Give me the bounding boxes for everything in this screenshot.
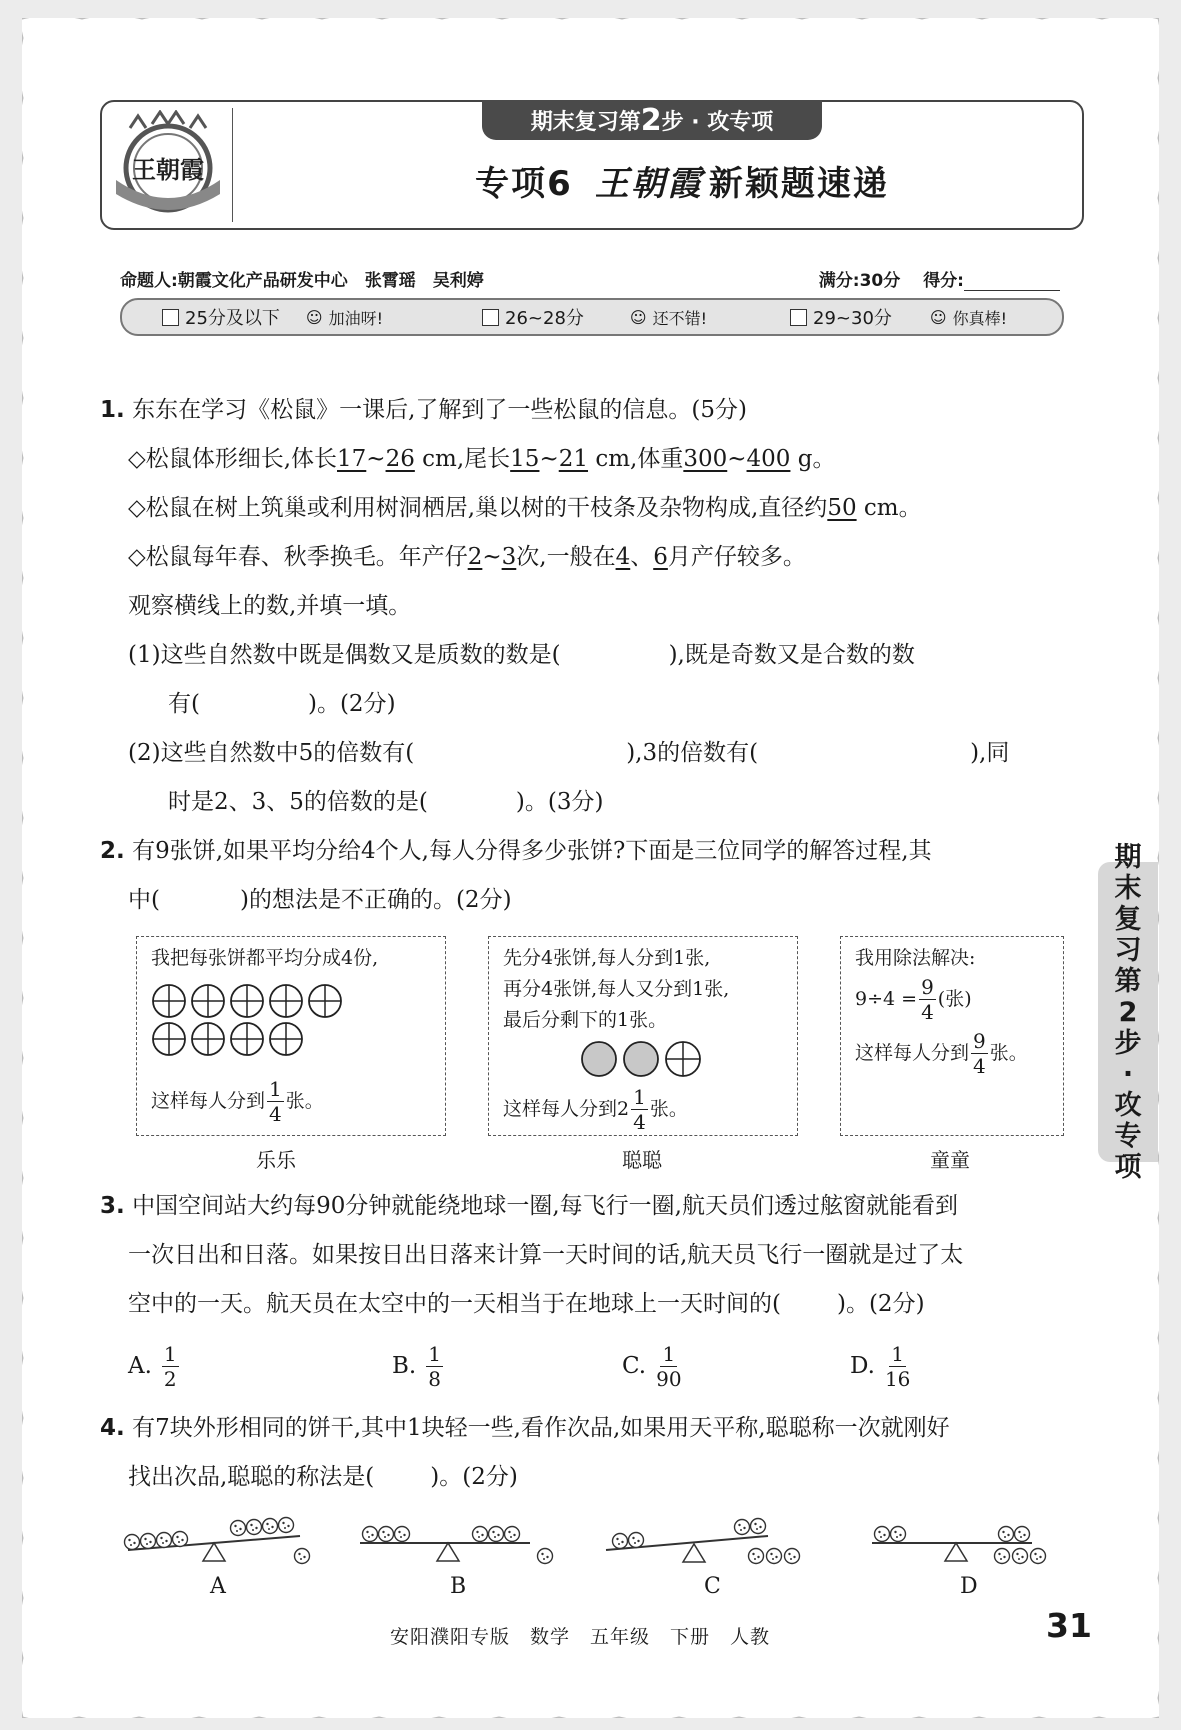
brand-logo-icon [112, 110, 224, 220]
q3-line1 [100, 1182, 1080, 1231]
fraction [426, 1344, 443, 1389]
text: 时是2、3、5的倍数的是( [168, 789, 428, 815]
side-tab-char: 攻 [1114, 1089, 1142, 1121]
header-tab [482, 100, 822, 140]
q2-number: 2. [100, 838, 125, 864]
text: 张。 [989, 1042, 1028, 1064]
smiley-icon: ☺ [929, 307, 947, 327]
side-tab-char: 期 [1114, 841, 1142, 873]
denominator: 4 [973, 1054, 986, 1078]
division-equation [855, 977, 972, 1022]
text: ◇松鼠每年春、秋季换毛。年产仔 [128, 544, 468, 570]
student-box-content [151, 943, 437, 974]
numerator: 1 [891, 1342, 905, 1366]
balance-scale-d-icon [872, 1527, 1046, 1564]
text: )。(3分) [515, 789, 604, 815]
score-comment: 你真棒! [952, 308, 1007, 328]
text: ),同 [970, 740, 1010, 766]
side-tab-char: 2 [1118, 996, 1138, 1028]
denominator: 90 [656, 1367, 682, 1391]
score-seg-mid [482, 304, 707, 330]
underlined-number: 300 [683, 446, 728, 472]
student-name: 聪聪 [622, 1148, 662, 1172]
q1-text: 东东在学习《松鼠》一课后,了解到了一些松鼠的信息。(5分) [132, 397, 747, 423]
full-score: 满分:30分 [818, 271, 901, 291]
header-divider [232, 108, 233, 222]
score-info [819, 266, 1060, 291]
score-seg-high [790, 304, 1007, 330]
fraction [656, 1344, 681, 1389]
text: 张。 [285, 1090, 324, 1112]
balance-scales [120, 1508, 1080, 1574]
text: cm,体重 [588, 446, 684, 472]
title-suffix: 新颖题速递 [708, 164, 889, 204]
q1-fact1 [128, 435, 835, 484]
student-box-content [855, 943, 1055, 974]
q3-option-c[interactable] [622, 1342, 684, 1391]
text: 空中的一天。航天员在太空中的一天相当于在地球上一天时间的( [128, 1291, 781, 1317]
text: g。 [790, 446, 836, 472]
denominator: 4 [921, 1000, 934, 1024]
q3-text: 中国空间站大约每90分钟就能绕地球一圈,每飞行一圈,航天员们透过舷窗就能看到 [132, 1193, 958, 1219]
page-title [402, 156, 962, 205]
q1-sub2-line2 [168, 778, 603, 827]
student-name: 童童 [930, 1148, 970, 1172]
underlined-number: 6 [653, 544, 668, 570]
q4-line1 [100, 1404, 1080, 1453]
q1-sub1-line1 [128, 631, 1080, 680]
side-tab-char: 末 [1114, 872, 1142, 904]
student-box-tongtong [840, 936, 1064, 1136]
underlined-number: 26 [385, 446, 415, 472]
balance-scale-b-icon [360, 1527, 553, 1564]
box-result [151, 1079, 324, 1124]
text: ◇松鼠在树上筑巢或利用树洞栖居,巢以树的干枝条及杂物构成,直径约 [128, 495, 828, 521]
text: (2)这些自然数中5的倍数有( [128, 740, 415, 766]
fraction [919, 977, 936, 1022]
tab-step-number: 2 [640, 102, 662, 138]
checkbox[interactable] [790, 309, 807, 326]
text: )。(2分) [430, 1464, 518, 1490]
box-result [503, 1087, 688, 1132]
footer-text: 安阳濮阳专版 数学 五年级 下册 人教 [390, 1626, 771, 1648]
title-prefix: 专项6 [475, 164, 573, 204]
numerator: 9 [921, 975, 934, 999]
header-box [100, 100, 1084, 230]
text: )。(2分) [307, 691, 396, 717]
box-result [855, 1031, 1028, 1076]
q2-line1 [100, 827, 1080, 876]
denominator: 8 [428, 1367, 441, 1391]
text: ~ [366, 446, 386, 472]
q4-number: 4. [100, 1415, 125, 1441]
text: )。(2分) [836, 1291, 925, 1317]
text: (张) [937, 988, 972, 1010]
tab-suffix: 步 · 攻专项 [661, 109, 774, 135]
score-comment: 还不错! [652, 308, 707, 328]
text: ~ [539, 446, 559, 472]
underlined-number: 50 [827, 495, 857, 521]
numerator: 1 [633, 1085, 646, 1109]
text: ◇松鼠体形细长,体长 [128, 446, 337, 472]
checkbox[interactable] [482, 309, 499, 326]
text: ~ [727, 446, 747, 472]
svg-text:王朝霞: 王朝霞 [132, 155, 204, 184]
fraction [885, 1344, 910, 1389]
balance-scale-c-icon [606, 1519, 800, 1564]
side-tab-char: 习 [1114, 934, 1142, 966]
side-tab-char: 项 [1114, 1151, 1142, 1183]
numerator: 1 [269, 1077, 282, 1101]
text: 、 [630, 544, 654, 570]
text: )的想法是不正确的。(2分) [239, 887, 512, 913]
q4-text: 有7块外形相同的饼干,其中1块轻一些,看作次品,如果用天平称,聪聪称一次就刚好 [132, 1415, 950, 1441]
option-label: B. [392, 1353, 417, 1379]
checkbox[interactable] [162, 309, 179, 326]
pancake-circles-icon [579, 1039, 709, 1079]
page-number: 31 [1046, 1606, 1092, 1645]
balance-scale-a-icon [125, 1518, 310, 1564]
authors: 命题人:朝霞文化产品研发中心 张霄瑶 吴利婷 [120, 271, 484, 291]
q3-line2: 一次日出和日落。如果按日出日落来计算一天时间的话,航天员飞行一圈就是过了太 [128, 1242, 964, 1268]
box-text: 最后分剩下的1张。 [503, 1009, 668, 1031]
text: cm。 [856, 495, 922, 521]
option-label: C. [622, 1353, 647, 1379]
box-text: 我把每张饼都平均分成4份, [151, 947, 379, 969]
underlined-number: 3 [501, 544, 517, 570]
fraction [971, 1031, 988, 1076]
box-text: 再分4张饼,每人又分到1张, [503, 978, 730, 1000]
score-comment: 加油呀! [328, 308, 384, 328]
text: 9÷4 = [855, 988, 918, 1010]
q2-line2 [128, 876, 512, 925]
underlined-number: 15 [510, 446, 540, 472]
meta-row [120, 266, 1060, 291]
score-label: 得分: [923, 271, 964, 291]
fraction [267, 1079, 284, 1124]
text: ~ [482, 544, 502, 570]
side-tab-char: 专 [1114, 1120, 1142, 1152]
q2-text: 有9张饼,如果平均分给4个人,每人分得多少张饼?下面是三位同学的解答过程,其 [132, 838, 932, 864]
option-label: A. [128, 1353, 152, 1379]
underlined-number: 17 [337, 446, 367, 472]
text: 次,一般在 [516, 544, 616, 570]
tab-prefix: 期末复习第 [530, 109, 641, 135]
title-brand: 王朝霞 [594, 164, 703, 204]
score-bar [120, 298, 1064, 336]
q1-fact3 [128, 533, 806, 582]
fraction [162, 1344, 179, 1389]
text: 找出次品,聪聪的称法是( [128, 1464, 375, 1490]
quartered-circles-icon [149, 981, 349, 1061]
text: 有( [168, 691, 200, 717]
text: 月产仔较多。 [667, 544, 806, 570]
scale-label-a[interactable]: A [210, 1574, 226, 1599]
q1-number: 1. [100, 397, 125, 423]
denominator: 2 [163, 1367, 177, 1391]
score-range: 26~28分 [505, 308, 584, 329]
side-tab-char: 第 [1114, 965, 1142, 997]
denominator: 4 [633, 1110, 646, 1134]
box-text: 我用除法解决: [855, 947, 976, 969]
scale-label-c[interactable]: C [704, 1574, 721, 1599]
text: (1)这些自然数中既是偶数又是质数的数是( [128, 642, 561, 668]
underlined-number: 21 [558, 446, 589, 472]
box-text: 先分4张饼,每人分到1张, [503, 947, 711, 969]
q1-sub2-line1 [128, 729, 1080, 778]
text: ),3的倍数有( [626, 740, 759, 766]
score-range: 25分及以下 [185, 308, 280, 329]
q3-line3 [128, 1280, 925, 1329]
score-blank[interactable] [964, 272, 1060, 291]
numerator: 1 [163, 1342, 177, 1366]
option-label: D. [850, 1353, 875, 1379]
q3-option-d[interactable] [850, 1342, 912, 1391]
student-name: 乐乐 [256, 1148, 296, 1172]
smiley-icon: ☺ [629, 307, 647, 327]
underlined-number: 2 [467, 544, 483, 570]
numerator: 1 [428, 1342, 441, 1366]
q1-sub1-line2 [168, 680, 396, 729]
denominator: 4 [269, 1102, 282, 1126]
scale-label-d[interactable]: D [960, 1574, 978, 1599]
smiley-icon: ☺ [305, 307, 323, 327]
student-box-lele [136, 936, 446, 1136]
text: 张。 [649, 1098, 688, 1120]
side-tab-char: · [1122, 1058, 1134, 1090]
denominator: 16 [884, 1367, 911, 1391]
q3-option-a[interactable] [128, 1342, 181, 1391]
text: cm,尾长 [414, 446, 511, 472]
q3-option-b[interactable] [392, 1342, 445, 1391]
side-tab [1098, 841, 1158, 1183]
scale-label-b[interactable]: B [450, 1574, 467, 1599]
text: 中( [128, 887, 160, 913]
side-tab-char: 复 [1114, 903, 1142, 935]
numerator: 9 [973, 1029, 986, 1053]
score-range: 29~30分 [813, 308, 892, 329]
underlined-number: 4 [615, 544, 631, 570]
text: 这样每人分到2 [503, 1098, 630, 1120]
underlined-number: 400 [746, 446, 791, 472]
text: 这样每人分到 [855, 1042, 970, 1064]
side-tab-char: 步 [1114, 1027, 1142, 1059]
q3-number: 3. [100, 1193, 125, 1219]
student-box-content [503, 943, 789, 1036]
text: ),既是奇数又是合数的数 [668, 642, 915, 668]
q1-fact2 [128, 484, 922, 533]
q4-line2 [128, 1453, 518, 1502]
fraction [631, 1087, 648, 1132]
score-seg-low [162, 304, 383, 330]
text: 这样每人分到 [151, 1090, 266, 1112]
q1-stem [100, 386, 1080, 435]
student-box-congcong [488, 936, 798, 1136]
numerator: 1 [662, 1342, 676, 1366]
q1-instruction: 观察横线上的数,并填一填。 [128, 593, 412, 619]
